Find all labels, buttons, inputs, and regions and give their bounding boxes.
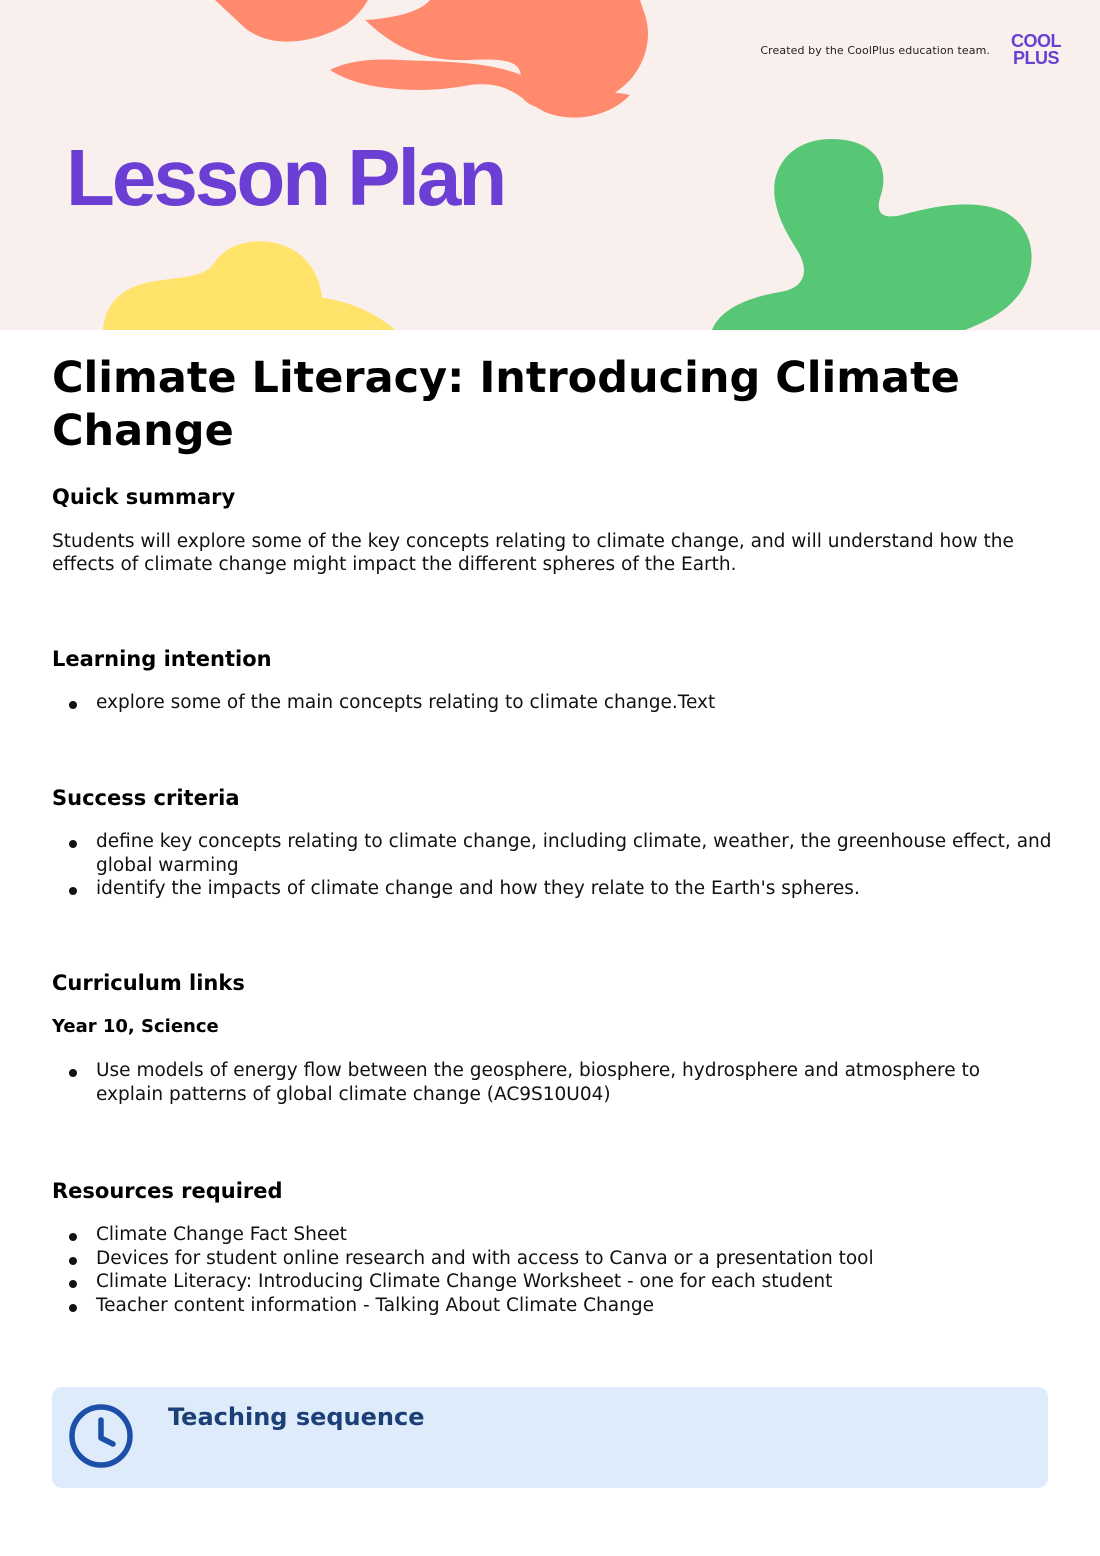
list-item: explore some of the main concepts relating to climate change.Text: [96, 691, 1042, 715]
quick-summary-heading: Quick summary: [52, 485, 236, 509]
list-item: Teacher content information - Talking About Climate Change: [96, 1294, 1042, 1318]
curriculum-list: [52, 1059, 1042, 1106]
logo-line-1: COOL: [1011, 31, 1061, 51]
green-blob: [712, 139, 1032, 330]
coolplus-logo: [1003, 33, 1069, 73]
success-criteria-section: [52, 784, 1052, 901]
resources-heading: Resources required: [52, 1179, 283, 1203]
curriculum-subheading: Year 10, Science: [52, 1016, 219, 1037]
learning-intention-list: [52, 691, 1042, 715]
lesson-title-block: [52, 352, 1042, 458]
credit-text: Created by the CoolPlus education team.: [760, 44, 990, 57]
logo-line-2: PLUS: [1012, 48, 1059, 68]
success-criteria-heading: Success criteria: [52, 786, 240, 810]
teaching-sequence-panel: [52, 1387, 1048, 1488]
learning-intention-heading: Learning intention: [52, 647, 272, 671]
list-item: Use models of energy flow between the geosphere, biosphere, hydrosphere and atmosphere to explain patterns of global climate change (AC9S10U04): [96, 1059, 1042, 1106]
resources-section: [52, 1177, 1042, 1317]
list-item: define key concepts relating to climate change, including climate, weather, the greenhouse effect, and global warming: [96, 830, 1076, 877]
teaching-sequence-heading: Teaching sequence: [168, 1403, 425, 1431]
curriculum-links-heading: Curriculum links: [52, 971, 245, 995]
hero-title: Lesson Plan: [66, 133, 505, 222]
list-item: Devices for student online research and with access to Canva or a presentation tool: [96, 1247, 1042, 1271]
quick-summary-section: [52, 483, 1042, 576]
list-item: Climate Literacy: Introducing Climate Change Worksheet - one for each student: [96, 1270, 1042, 1294]
header-banner: [0, 0, 1100, 330]
success-criteria-list: [52, 830, 1076, 901]
quick-summary-text: Students will explore some of the key concepts relating to climate change, and will understand how the effects of climate change might impact the different spheres of the Earth.: [52, 531, 1014, 575]
curriculum-links-section: [52, 969, 1042, 1106]
resources-list: [52, 1223, 1042, 1317]
yellow-blob: [103, 241, 395, 330]
list-item: Climate Change Fact Sheet: [96, 1223, 1042, 1247]
learning-intention-section: [52, 645, 1042, 715]
clock-icon: [67, 1402, 135, 1470]
lesson-title: Climate Literacy: Introducing Climate Change: [52, 353, 960, 456]
list-item: identify the impacts of climate change and how they relate to the Earth's spheres.: [96, 877, 1076, 901]
